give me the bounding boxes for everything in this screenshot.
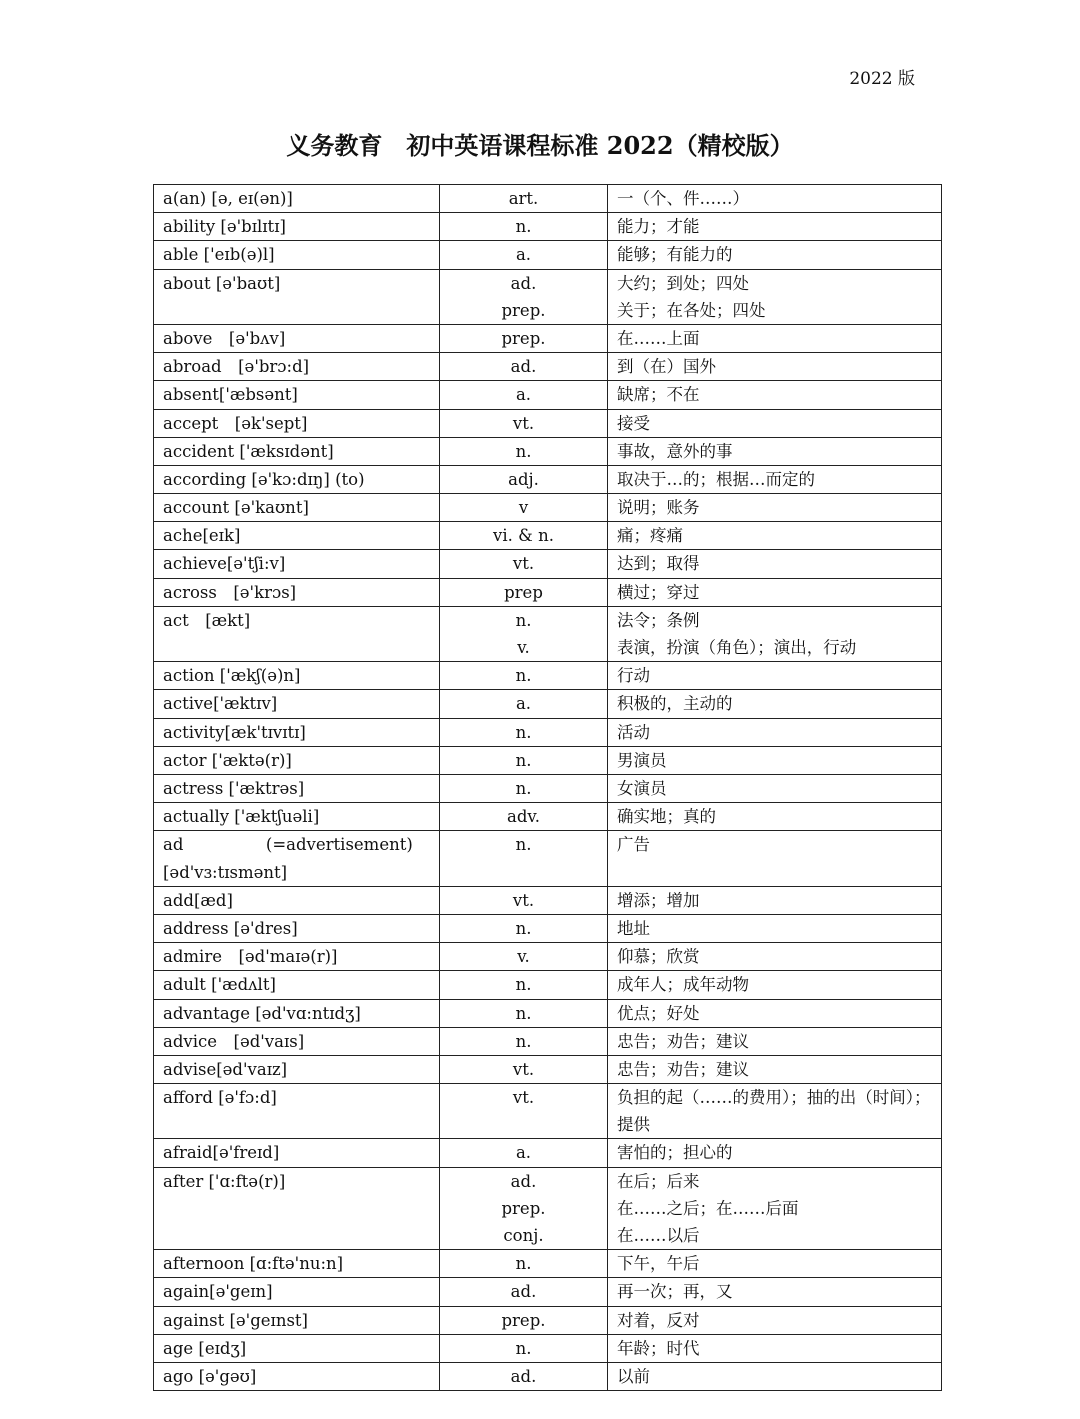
headword: able ['eɪb(ə)l] xyxy=(163,245,275,265)
meaning-cell xyxy=(608,1167,942,1250)
meaning: 在……上面 xyxy=(617,328,700,348)
meaning: 忠告；劝告；建议 xyxy=(617,1031,749,1051)
meaning: 优点；好处 xyxy=(617,1003,700,1023)
headword: afraid[ə'freɪd] xyxy=(163,1143,280,1163)
meaning-cell xyxy=(608,409,942,437)
meaning: 成年人；成年动物 xyxy=(617,975,749,995)
table-row xyxy=(154,522,942,550)
part-of-speech: prep. xyxy=(501,300,546,320)
meaning: 达到；取得 xyxy=(617,554,700,574)
part-of-speech: prep xyxy=(504,582,543,602)
headword: across [ə'krɔs] xyxy=(163,582,297,602)
part-of-speech: a. xyxy=(515,245,532,265)
part-of-speech: n. xyxy=(515,1254,532,1274)
part-of-speech: n. xyxy=(515,610,532,630)
word-cell xyxy=(154,409,440,437)
meaning: 到（在）国外 xyxy=(617,357,716,377)
meaning: 事故，意外的事 xyxy=(617,441,733,461)
part-of-speech-cell xyxy=(440,914,608,942)
part-of-speech-cell xyxy=(440,662,608,690)
part-of-speech: v xyxy=(518,498,529,518)
table-row xyxy=(154,381,942,409)
meaning-cell xyxy=(608,465,942,493)
part-of-speech-cell xyxy=(440,943,608,971)
part-of-speech: n. xyxy=(515,1031,532,1051)
meaning: 对着，反对 xyxy=(617,1310,700,1330)
meaning-cell xyxy=(608,662,942,690)
meaning-cell xyxy=(608,381,942,409)
headword: actually ['æktʃuəli] xyxy=(163,807,320,827)
part-of-speech: a. xyxy=(515,1143,532,1163)
meaning-cell xyxy=(608,1084,942,1139)
headword: adult ['ædʌlt] xyxy=(163,975,276,995)
part-of-speech: adv. xyxy=(506,807,540,827)
table-row xyxy=(154,914,942,942)
headword: action ['ækʃ(ə)n] xyxy=(163,666,301,686)
part-of-speech-cell xyxy=(440,465,608,493)
meaning-cell xyxy=(608,831,942,886)
headword: advise[əd'vaɪz] xyxy=(163,1059,288,1079)
table-row xyxy=(154,943,942,971)
meaning: 在……之后；在……后面 xyxy=(617,1198,799,1218)
meaning: 说明；账务 xyxy=(617,498,700,518)
meaning: 能够；有能力的 xyxy=(617,245,733,265)
part-of-speech: n. xyxy=(515,1003,532,1023)
table-row xyxy=(154,1363,942,1391)
word-cell xyxy=(154,465,440,493)
part-of-speech-cell xyxy=(440,437,608,465)
part-of-speech: v. xyxy=(517,947,530,967)
part-of-speech: vt. xyxy=(512,554,535,574)
headword: advantage [əd'vɑ:ntɪdʒ] xyxy=(163,1003,361,1023)
table-row xyxy=(154,1334,942,1362)
table-row xyxy=(154,971,942,999)
word-cell xyxy=(154,690,440,718)
word-cell xyxy=(154,803,440,831)
meaning-cell xyxy=(608,1363,942,1391)
table-row xyxy=(154,437,942,465)
table-row xyxy=(154,999,942,1027)
word-cell xyxy=(154,662,440,690)
word-cell xyxy=(154,353,440,381)
part-of-speech-cell xyxy=(440,831,608,886)
table-row xyxy=(154,1306,942,1334)
meaning-cell xyxy=(608,690,942,718)
meaning: 在……以后 xyxy=(617,1226,700,1246)
table-row xyxy=(154,550,942,578)
word-cell xyxy=(154,437,440,465)
headword: add[æd] xyxy=(163,890,233,910)
part-of-speech: n. xyxy=(515,835,532,855)
part-of-speech: adj. xyxy=(508,469,539,489)
table-row xyxy=(154,213,942,241)
headword: afternoon [ɑ:ftə'nu:n] xyxy=(163,1254,344,1274)
meaning: 确实地；真的 xyxy=(617,807,716,827)
part-of-speech: ad. xyxy=(510,357,537,377)
meaning: 下午，午后 xyxy=(617,1254,700,1274)
word-cell xyxy=(154,185,440,213)
table-row xyxy=(154,718,942,746)
meaning: 害怕的；担心的 xyxy=(617,1143,733,1163)
part-of-speech: n. xyxy=(515,1338,532,1358)
table-row xyxy=(154,690,942,718)
meaning-cell xyxy=(608,718,942,746)
table-row xyxy=(154,1084,942,1139)
table-row xyxy=(154,1167,942,1250)
meaning-cell xyxy=(608,353,942,381)
part-of-speech-cell xyxy=(440,409,608,437)
part-of-speech-cell xyxy=(440,185,608,213)
part-of-speech-cell xyxy=(440,1139,608,1167)
headword: absent['æbsənt] xyxy=(163,385,298,405)
part-of-speech: vt. xyxy=(512,890,535,910)
part-of-speech-cell xyxy=(440,241,608,269)
meaning-cell xyxy=(608,269,942,324)
edition-label: 2022 版 xyxy=(849,69,915,89)
word-cell xyxy=(154,1167,440,1250)
part-of-speech-cell xyxy=(440,213,608,241)
meaning-cell xyxy=(608,437,942,465)
part-of-speech: n. xyxy=(515,918,532,938)
word-cell xyxy=(154,1278,440,1306)
meaning: 积极的，主动的 xyxy=(617,694,733,714)
word-cell xyxy=(154,774,440,802)
part-of-speech: n. xyxy=(515,666,532,686)
part-of-speech: n. xyxy=(515,778,532,798)
meaning: 一（个、件……） xyxy=(617,189,749,208)
document-title: 义务教育 初中英语课程标准 2022（精校版） xyxy=(286,131,794,160)
part-of-speech: n. xyxy=(515,722,532,742)
meaning: 以前 xyxy=(617,1367,650,1386)
meaning-cell xyxy=(608,999,942,1027)
table-row xyxy=(154,324,942,352)
part-of-speech-cell xyxy=(440,1278,608,1306)
part-of-speech-cell xyxy=(440,1055,608,1083)
vocabulary-table-body xyxy=(154,185,942,1391)
word-cell xyxy=(154,1027,440,1055)
meaning-cell xyxy=(608,914,942,942)
headword: act [ækt] xyxy=(163,610,251,630)
table-row xyxy=(154,1027,942,1055)
meaning: 负担的起（……的费用）；抽的出（时间）；提供 xyxy=(617,1088,931,1135)
part-of-speech-cell xyxy=(440,1027,608,1055)
word-cell xyxy=(154,522,440,550)
word-cell xyxy=(154,324,440,352)
part-of-speech: vi. & n. xyxy=(493,526,554,546)
meaning: 法令；条例 xyxy=(617,610,700,630)
word-cell xyxy=(154,1139,440,1167)
meaning: 大约；到处；四处 xyxy=(617,273,749,293)
part-of-speech: a. xyxy=(515,694,532,714)
headword: above [ə'bʌv] xyxy=(163,328,286,348)
headword: ad (=advertisement) [əd'vɜ:tɪsmənt] xyxy=(163,835,413,882)
meaning: 横过；穿过 xyxy=(617,582,700,602)
part-of-speech-cell xyxy=(440,269,608,324)
table-row xyxy=(154,886,942,914)
part-of-speech: prep. xyxy=(501,1310,546,1330)
part-of-speech-cell xyxy=(440,1250,608,1278)
word-cell xyxy=(154,494,440,522)
table-row xyxy=(154,662,942,690)
word-cell xyxy=(154,269,440,324)
part-of-speech-cell xyxy=(440,606,608,661)
part-of-speech-cell xyxy=(440,494,608,522)
headword: a(an) [ə, eɪ(ən)] xyxy=(163,189,293,208)
part-of-speech-cell xyxy=(440,1084,608,1139)
part-of-speech-cell xyxy=(440,522,608,550)
table-row xyxy=(154,241,942,269)
part-of-speech: vt. xyxy=(512,1088,535,1108)
part-of-speech: conj. xyxy=(503,1226,544,1246)
table-row xyxy=(154,409,942,437)
meaning-cell xyxy=(608,1055,942,1083)
part-of-speech: prep. xyxy=(501,328,546,348)
word-cell xyxy=(154,578,440,606)
part-of-speech: vt. xyxy=(512,413,535,433)
table-row xyxy=(154,803,942,831)
part-of-speech: ad. xyxy=(510,1282,537,1302)
meaning-cell xyxy=(608,1250,942,1278)
headword: accident ['æksɪdənt] xyxy=(163,441,334,461)
word-cell xyxy=(154,1334,440,1362)
part-of-speech-cell xyxy=(440,324,608,352)
headword: after ['ɑ:ftə(r)] xyxy=(163,1171,286,1191)
headword: actor ['æktə(r)] xyxy=(163,750,292,770)
part-of-speech: n. xyxy=(515,441,532,461)
meaning: 缺席；不在 xyxy=(617,385,700,405)
table-row xyxy=(154,1278,942,1306)
word-cell xyxy=(154,606,440,661)
part-of-speech-cell xyxy=(440,746,608,774)
headword: according [ə'kɔ:dɪŋ] (to) xyxy=(163,469,365,489)
table-row xyxy=(154,1250,942,1278)
meaning-cell xyxy=(608,185,942,213)
part-of-speech: n. xyxy=(515,750,532,770)
part-of-speech: ad. xyxy=(510,1367,537,1386)
headword: ago [ə'gəʊ] xyxy=(163,1367,257,1386)
table-row xyxy=(154,1055,942,1083)
part-of-speech-cell xyxy=(440,1167,608,1250)
part-of-speech: art. xyxy=(508,189,539,208)
meaning-cell xyxy=(608,522,942,550)
meaning: 广告 xyxy=(617,835,650,855)
word-cell xyxy=(154,550,440,578)
meaning: 取决于…的；根据…而定的 xyxy=(617,469,815,489)
word-cell xyxy=(154,1084,440,1139)
meaning-cell xyxy=(608,1139,942,1167)
headword: accept [ək'sept] xyxy=(163,413,308,433)
meaning-cell xyxy=(608,971,942,999)
word-cell xyxy=(154,971,440,999)
word-cell xyxy=(154,241,440,269)
headword: address [ə'dres] xyxy=(163,918,298,938)
part-of-speech: v. xyxy=(517,638,530,658)
word-cell xyxy=(154,718,440,746)
meaning-cell xyxy=(608,1278,942,1306)
part-of-speech: a. xyxy=(515,385,532,405)
part-of-speech-cell xyxy=(440,381,608,409)
headword: actress ['æktrəs] xyxy=(163,778,305,798)
headword: activity[æk'tɪvɪtɪ] xyxy=(163,722,306,742)
headword: achieve[ə'tʃi:v] xyxy=(163,554,286,574)
meaning: 女演员 xyxy=(617,778,667,798)
meaning: 能力；才能 xyxy=(617,217,700,237)
meaning-cell xyxy=(608,606,942,661)
table-row xyxy=(154,185,942,213)
part-of-speech: n. xyxy=(515,975,532,995)
part-of-speech: prep. xyxy=(501,1198,546,1218)
part-of-speech-cell xyxy=(440,578,608,606)
part-of-speech: ad. xyxy=(510,1171,537,1191)
meaning-cell xyxy=(608,1334,942,1362)
table-row xyxy=(154,269,942,324)
headword: account [ə'kaʊnt] xyxy=(163,498,309,518)
table-row xyxy=(154,606,942,661)
word-cell xyxy=(154,886,440,914)
part-of-speech: ad. xyxy=(510,273,537,293)
headword: afford [ə'fɔ:d] xyxy=(163,1088,277,1108)
meaning: 年龄；时代 xyxy=(617,1338,700,1358)
meaning-cell xyxy=(608,1027,942,1055)
table-row xyxy=(154,831,942,886)
meaning: 忠告；劝告；建议 xyxy=(617,1059,749,1079)
table-row xyxy=(154,746,942,774)
meaning-cell xyxy=(608,213,942,241)
meaning-cell xyxy=(608,774,942,802)
headword: advice [əd'vaɪs] xyxy=(163,1031,305,1051)
meaning-cell xyxy=(608,550,942,578)
part-of-speech-cell xyxy=(440,886,608,914)
part-of-speech-cell xyxy=(440,971,608,999)
table-row xyxy=(154,774,942,802)
headword: admire [əd'maɪə(r)] xyxy=(163,947,338,967)
meaning-cell xyxy=(608,1306,942,1334)
part-of-speech-cell xyxy=(440,1306,608,1334)
meaning: 地址 xyxy=(617,918,650,938)
meaning-cell xyxy=(608,943,942,971)
meaning-cell xyxy=(608,886,942,914)
word-cell xyxy=(154,943,440,971)
table-row xyxy=(154,578,942,606)
meaning: 行动 xyxy=(617,666,650,686)
part-of-speech-cell xyxy=(440,690,608,718)
part-of-speech-cell xyxy=(440,774,608,802)
word-cell xyxy=(154,213,440,241)
word-cell xyxy=(154,1250,440,1278)
table-row xyxy=(154,494,942,522)
meaning-cell xyxy=(608,324,942,352)
part-of-speech: n. xyxy=(515,217,532,237)
meaning: 表演，扮演（角色）；演出，行动 xyxy=(617,638,857,658)
meaning-cell xyxy=(608,494,942,522)
word-cell xyxy=(154,914,440,942)
part-of-speech-cell xyxy=(440,1334,608,1362)
headword: ache[eɪk] xyxy=(163,526,241,546)
headword: ability [ə'bɪlɪtɪ] xyxy=(163,217,286,237)
part-of-speech-cell xyxy=(440,803,608,831)
word-cell xyxy=(154,831,440,886)
word-cell xyxy=(154,381,440,409)
headword: abroad [ə'brɔ:d] xyxy=(163,357,310,377)
meaning: 接受 xyxy=(617,413,650,433)
meaning: 在后；后来 xyxy=(617,1171,700,1191)
table-row xyxy=(154,1139,942,1167)
meaning: 仰慕；欣赏 xyxy=(617,947,700,967)
meaning: 痛；疼痛 xyxy=(617,526,683,546)
meaning: 关于；在各处；四处 xyxy=(617,300,766,320)
headword: about [ə'baʊt] xyxy=(163,273,281,293)
meaning: 增添；增加 xyxy=(617,890,700,910)
vocabulary-table xyxy=(153,184,942,1391)
word-cell xyxy=(154,999,440,1027)
part-of-speech-cell xyxy=(440,718,608,746)
meaning: 活动 xyxy=(617,722,650,742)
part-of-speech-cell xyxy=(440,1363,608,1391)
meaning: 再一次；再，又 xyxy=(617,1282,733,1302)
headword: active['æktɪv] xyxy=(163,694,278,714)
word-cell xyxy=(154,1055,440,1083)
part-of-speech: vt. xyxy=(512,1059,535,1079)
word-cell xyxy=(154,746,440,774)
table-row xyxy=(154,353,942,381)
meaning-cell xyxy=(608,241,942,269)
part-of-speech-cell xyxy=(440,353,608,381)
headword: again[ə'geɪn] xyxy=(163,1282,273,1302)
word-cell xyxy=(154,1363,440,1391)
meaning-cell xyxy=(608,803,942,831)
table-row xyxy=(154,465,942,493)
word-cell xyxy=(154,1306,440,1334)
meaning-cell xyxy=(608,578,942,606)
part-of-speech-cell xyxy=(440,999,608,1027)
meaning-cell xyxy=(608,746,942,774)
meaning: 男演员 xyxy=(617,750,667,770)
part-of-speech-cell xyxy=(440,550,608,578)
headword: age [eɪdʒ] xyxy=(163,1338,247,1358)
headword: against [ə'geɪnst] xyxy=(163,1310,308,1330)
